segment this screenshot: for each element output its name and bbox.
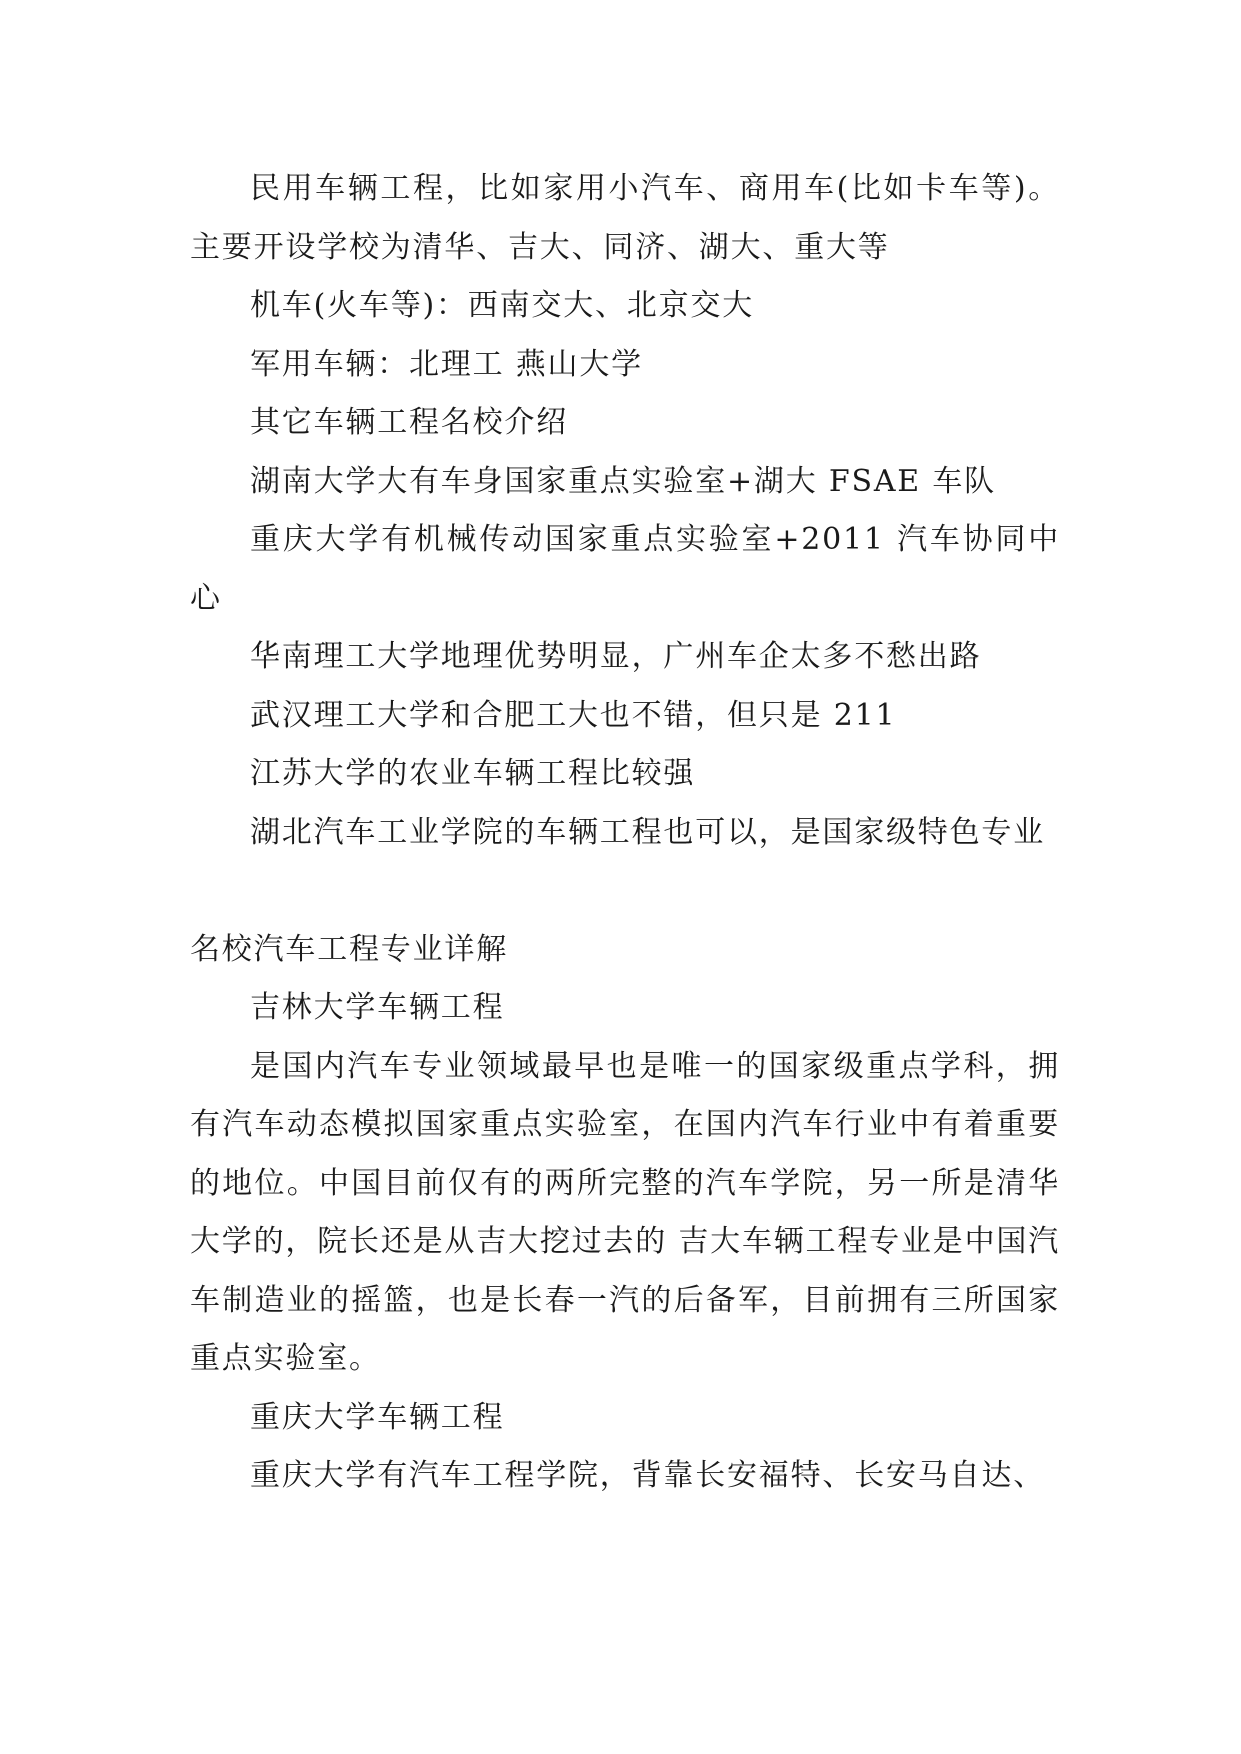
paragraph-jiangsu: 江苏大学的农业车辆工程比较强: [250, 756, 696, 791]
paragraph-hubei-auto: 湖北汽车工业学院的车辆工程也可以，是国家级特色专业: [250, 814, 1045, 850]
chongqing-body: 重庆大学有汽车工程学院，背靠长安福特、长安马自达、: [250, 1458, 1045, 1493]
paragraph-chongqing-lab: 重庆大学有机械传动国家重点实验室+2011 汽车协同中心: [190, 522, 1060, 616]
document-page: [190, 160, 1060, 1506]
paragraph-locomotive: 机车(火车等)：西南交大、北京交大: [250, 288, 755, 323]
jilin-body: 是国内汽车专业领域最早也是唯一的国家级重点学科，拥有汽车动态模拟国家重点实验室，在国内汽车行业中有着重要的地位。中国目前仅有的两所完整的汽车学院，另一所是清华大学的，院长还是从吉大挖过去的 吉大车辆工程专业是中国汽车制造业的摇篮，也是长春一汽的后备军，目前拥有三所国家重点实验室。: [190, 1048, 1060, 1376]
paragraph-military-vehicles: 军用车辆：北理工 燕山大学: [250, 346, 643, 382]
jilin-heading: 吉林大学车辆工程: [250, 990, 505, 1025]
section-title: 名校汽车工程专业详解: [190, 931, 508, 967]
paragraph-civil-vehicles: 民用车辆工程，比如家用小汽车、商用车(比如卡车等)。主要开设学校为清华、吉大、同济、湖大、重大等: [190, 171, 1060, 265]
blank-line: [190, 862, 1060, 921]
chongqing-heading: 重庆大学车辆工程: [250, 1399, 505, 1435]
paragraph-hunan-university: 湖南大学大有车身国家重点实验室+湖大 FSAE 车队: [250, 463, 996, 499]
paragraph-scut: 华南理工大学地理优势明显，广州车企太多不愁出路: [250, 639, 982, 674]
paragraph-wuhan-hefei: 武汉理工大学和合肥工大也不错，但只是 211: [250, 697, 897, 733]
paragraph-other-schools-heading: 其它车辆工程名校介绍: [250, 405, 568, 440]
